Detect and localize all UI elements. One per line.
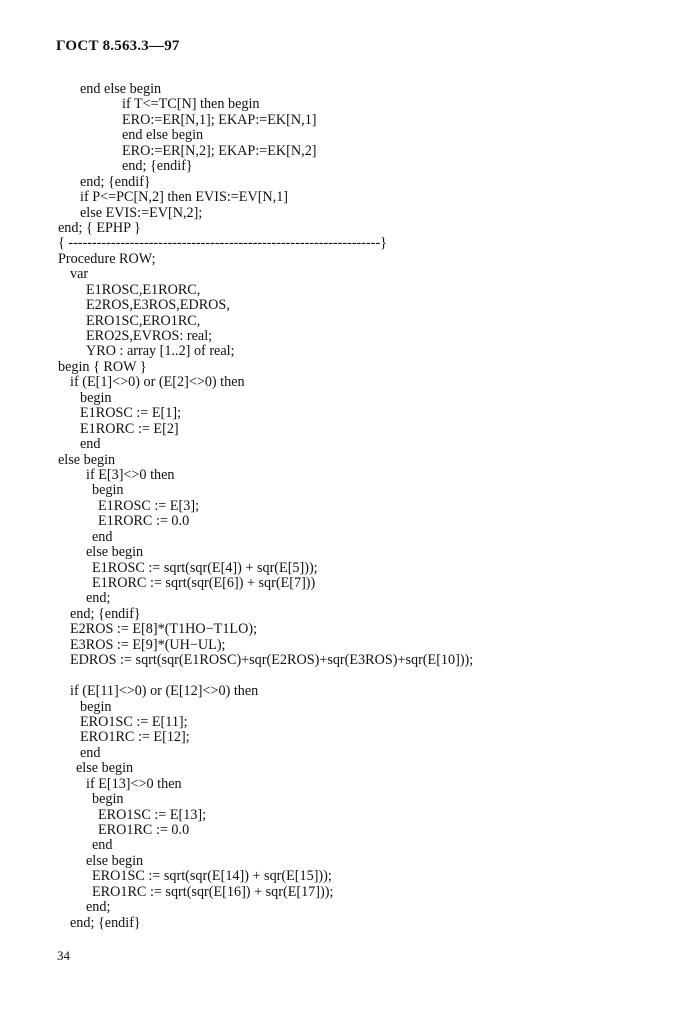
code-line: E1ROSC,E1RORC, xyxy=(86,281,201,298)
code-line: begin xyxy=(80,389,112,406)
code-line: if (E[1]<>0) or (E[2]<>0) then xyxy=(70,374,245,391)
code-line: EDROS := sqrt(sqr(E1ROSC)+sqr(E2ROS)+sqr(E3ROS)+sqr(E[10])); xyxy=(70,652,474,669)
code-line: end; {endif} xyxy=(122,158,193,175)
code-line: if T<=TC[N] then begin xyxy=(122,96,260,113)
code-line: ERO1SC := E[13]; xyxy=(98,806,207,823)
code-line: E1ROSC := E[1]; xyxy=(80,405,182,422)
code-line: begin { ROW } xyxy=(58,358,147,375)
code-line: else begin xyxy=(86,544,144,561)
code-line: end; xyxy=(86,899,111,916)
code-line: ERO1SC := sqrt(sqr(E[14]) + sqr(E[15])); xyxy=(92,868,332,885)
code-line: begin xyxy=(80,698,112,715)
code-line: ERO1RC := 0.0 xyxy=(98,822,190,838)
code-line: end; {endif} xyxy=(80,173,151,190)
code-line: end; xyxy=(86,590,111,607)
code-line: ERO:=ER[N,2]; EKAP:=EK[N,2] xyxy=(122,142,317,159)
code-line: end xyxy=(80,744,101,761)
code-line: if P<=PC[N,2] then EVIS:=EV[N,1] xyxy=(80,189,289,206)
code-line: else EVIS:=EV[N,2]; xyxy=(80,204,203,221)
code-line xyxy=(58,669,473,684)
code-line: end; { EPHP } xyxy=(58,219,141,236)
code-line: YRO : array [1..2] of real; xyxy=(86,343,235,360)
code-line: end xyxy=(92,837,113,854)
code-line: end xyxy=(92,528,113,545)
code-line: E2ROS,E3ROS,EDROS, xyxy=(86,297,230,314)
code-line: end; {endif} xyxy=(70,914,141,931)
code-line: Procedure ROW; xyxy=(58,250,156,267)
page-number: 34 xyxy=(57,948,70,963)
code-line: ERO1RC := sqrt(sqr(E[16]) + sqr(E[17])); xyxy=(92,883,334,900)
code-line: begin xyxy=(92,791,124,808)
code-line: var xyxy=(70,266,89,283)
code-line: end else begin xyxy=(122,127,204,144)
code-line: E3ROS := E[9]*(UH−UL); xyxy=(70,636,226,653)
code-line: E1ROSC := E[3]; xyxy=(98,497,200,514)
page-header: ГОСТ 8.563.3—97 xyxy=(56,38,180,54)
code-line: ERO1SC,ERO1RC, xyxy=(86,312,201,329)
code-line: end else begin xyxy=(80,81,162,97)
code-line: { ------------------------------------------------------------------} xyxy=(58,235,387,252)
code-line: end; {endif} xyxy=(70,605,141,622)
code-line: else begin xyxy=(58,451,116,468)
code-line: end xyxy=(80,436,101,453)
code-line: ERO:=ER[N,1]; EKAP:=EK[N,1] xyxy=(122,111,317,128)
code-line: E1RORC := sqrt(sqr(E[6]) + sqr(E[7])) xyxy=(92,575,316,591)
code-line: E1RORC := E[2] xyxy=(80,420,179,437)
code-line: if E[3]<>0 then xyxy=(86,466,175,483)
code-line: E2ROS := E[8]*(T1HO−T1LO); xyxy=(70,621,258,638)
code-listing xyxy=(58,82,473,931)
code-line: E1RORC := 0.0 xyxy=(98,513,190,530)
code-line: E1ROSC := sqrt(sqr(E[4]) + sqr(E[5])); xyxy=(92,559,318,576)
code-line: ERO2S,EVROS: real; xyxy=(86,328,213,344)
code-line: ERO1RC := E[12]; xyxy=(80,729,190,746)
code-line: begin xyxy=(92,482,124,499)
code-line: if E[13]<>0 then xyxy=(86,775,182,792)
code-line: else begin xyxy=(86,852,144,869)
code-line: if (E[11]<>0) or (E[12]<>0) then xyxy=(70,683,259,700)
code-line: else begin xyxy=(76,760,134,777)
code-line: ERO1SC := E[11]; xyxy=(80,713,188,730)
